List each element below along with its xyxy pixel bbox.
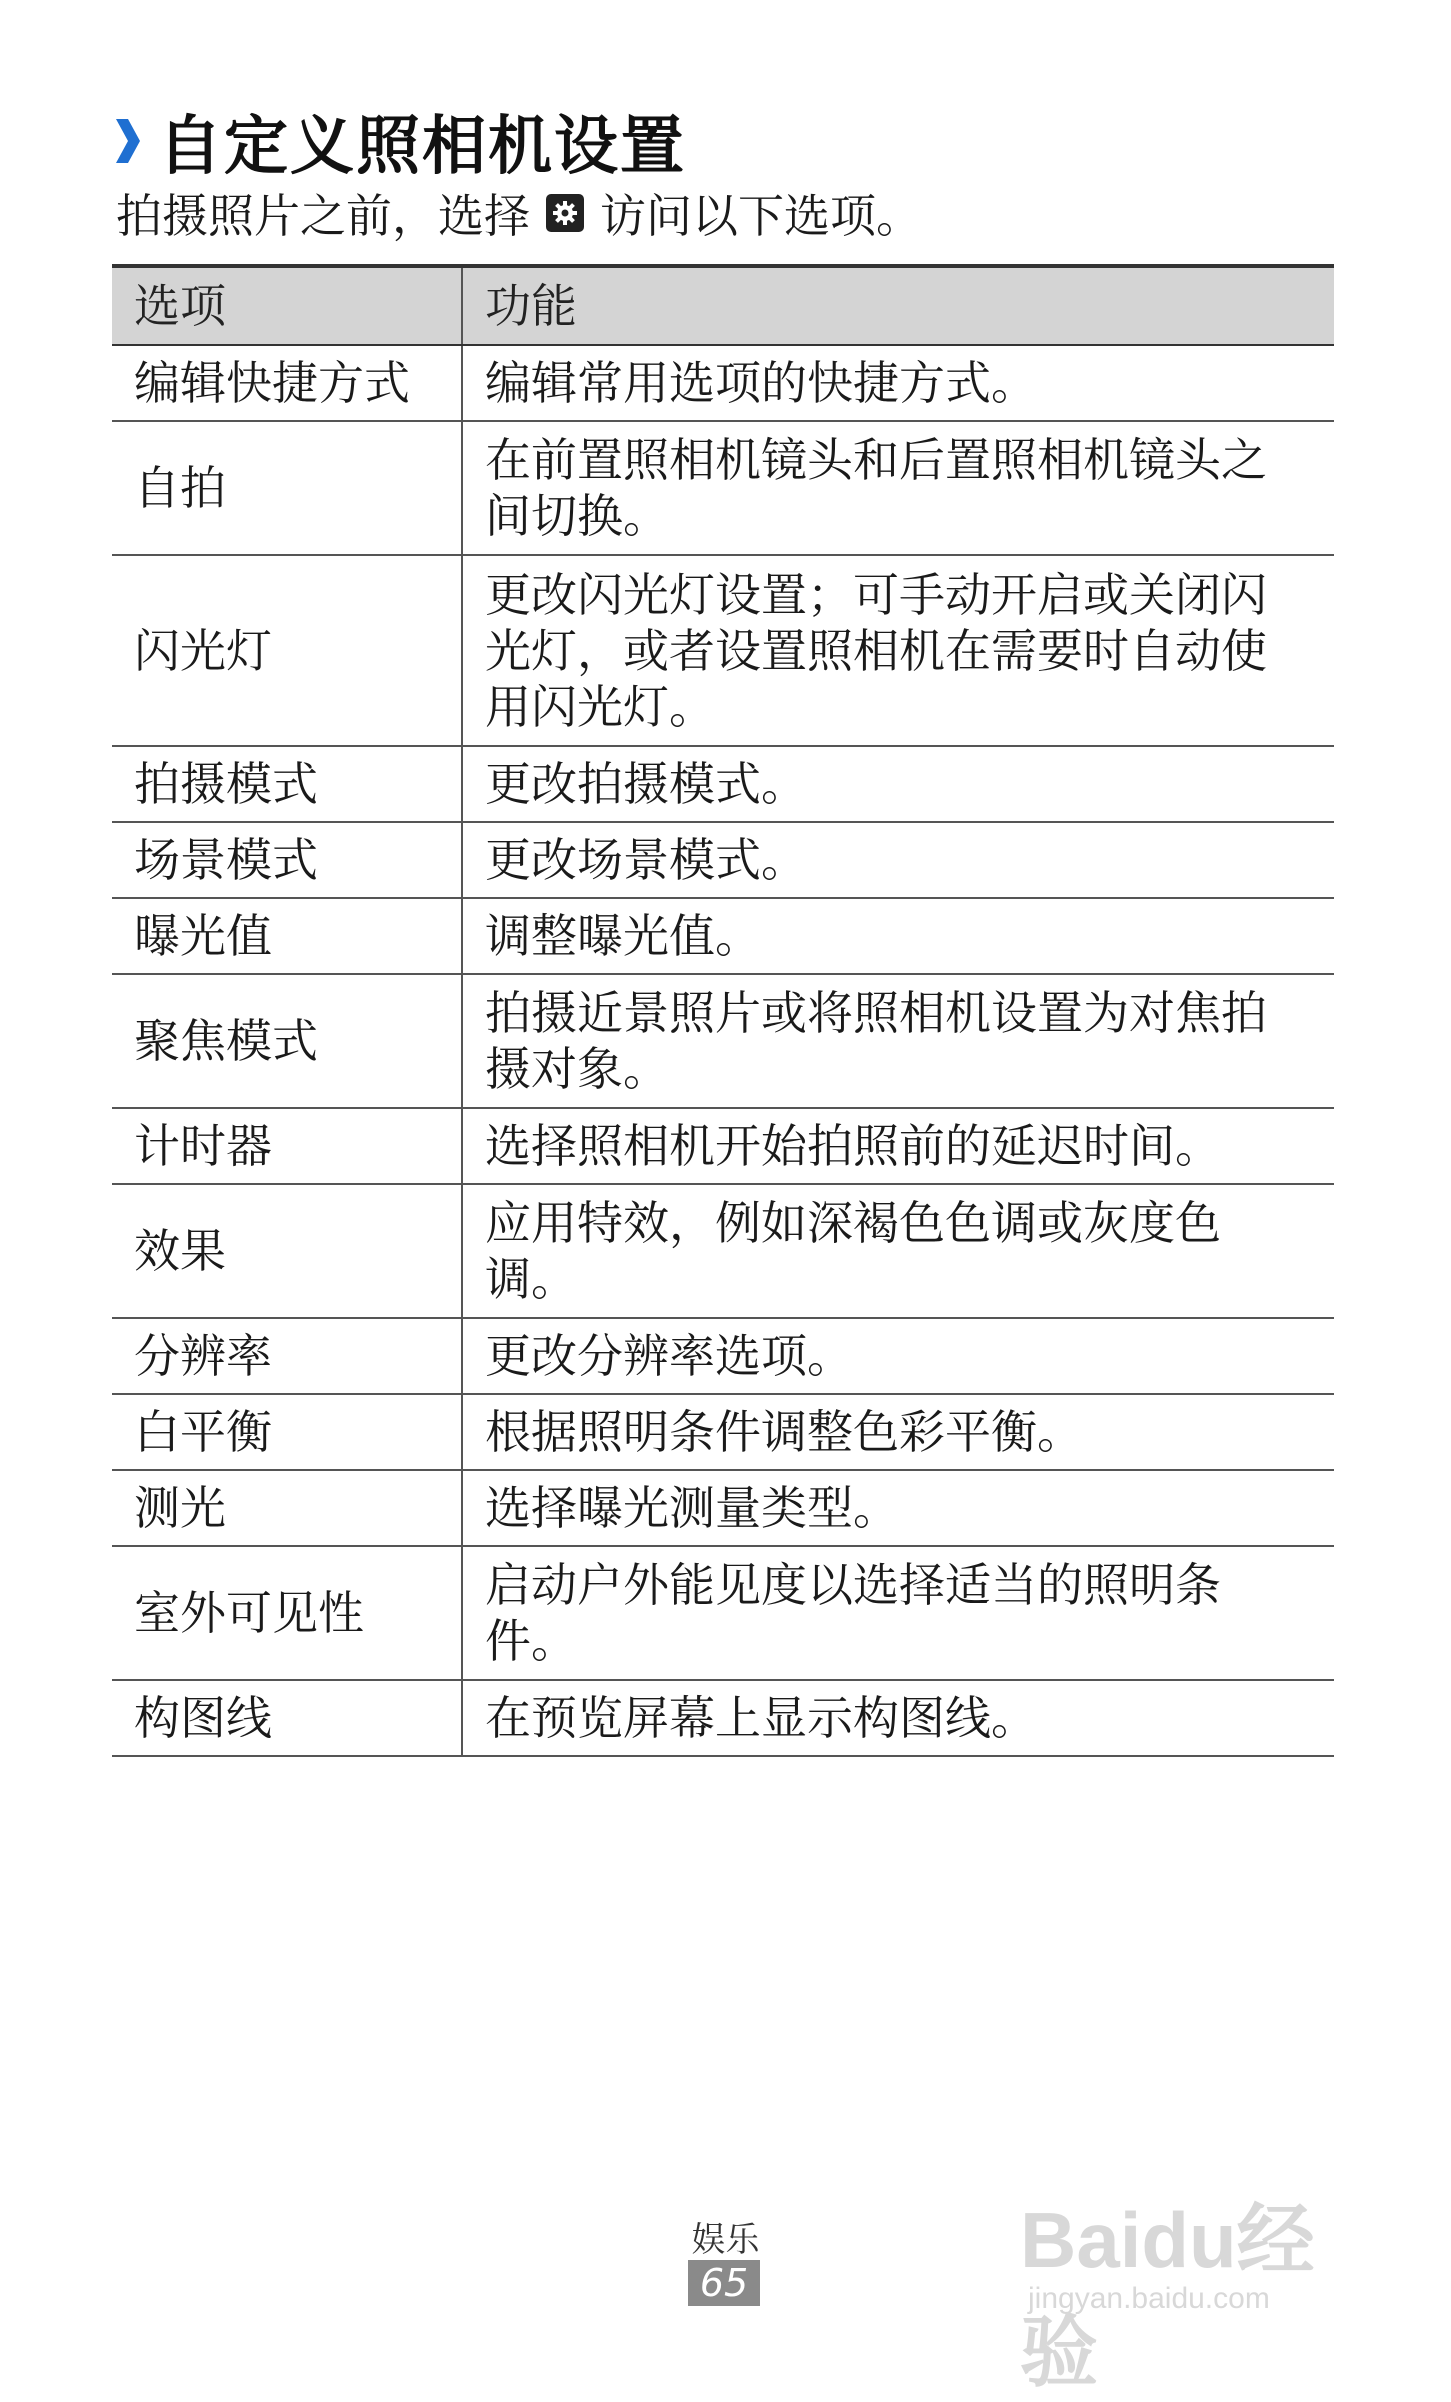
- page-number: 65: [688, 2260, 760, 2306]
- table-header-row: [112, 266, 1334, 345]
- option-cell: 编辑快捷方式: [112, 345, 462, 421]
- function-cell: 启动户外能见度以选择适当的照明条件。: [462, 1546, 1334, 1680]
- option-cell: 室外可见性: [112, 1546, 462, 1680]
- intro-after: 访问以下选项。: [600, 189, 922, 243]
- function-cell: 选择曝光测量类型。: [462, 1470, 1334, 1546]
- intro-before: 拍摄照片之前，选择: [116, 189, 530, 243]
- table-row: [112, 1546, 1334, 1680]
- function-cell: 更改场景模式。: [462, 822, 1334, 898]
- camera-options-table: [112, 264, 1334, 1757]
- page-title: 自定义照相机设置: [158, 110, 686, 184]
- option-cell: 拍摄模式: [112, 746, 462, 822]
- option-cell: 构图线: [112, 1680, 462, 1756]
- option-cell: 曝光值: [112, 898, 462, 974]
- table-row: [112, 1394, 1334, 1470]
- header-option: 选项: [112, 266, 462, 345]
- table-row: [112, 898, 1334, 974]
- option-cell: 场景模式: [112, 822, 462, 898]
- watermark-logo-text: Baidu经验: [1020, 2196, 1315, 2396]
- table-row: [112, 974, 1334, 1108]
- table-row: [112, 746, 1334, 822]
- function-cell: 应用特效，例如深褐色色调或灰度色调。: [462, 1184, 1334, 1318]
- option-cell: 效果: [112, 1184, 462, 1318]
- settings-gear-icon: [546, 194, 584, 232]
- table-row: [112, 822, 1334, 898]
- option-cell: 闪光灯: [112, 555, 462, 746]
- function-cell: 更改闪光灯设置；可手动开启或关闭闪光灯，或者设置照相机在需要时自动使用闪光灯。: [462, 555, 1334, 746]
- table-row: [112, 1318, 1334, 1394]
- option-cell: 分辨率: [112, 1318, 462, 1394]
- option-cell: 测光: [112, 1470, 462, 1546]
- option-cell: 聚焦模式: [112, 974, 462, 1108]
- header-function: 功能: [462, 266, 1334, 345]
- table-row: [112, 1470, 1334, 1546]
- option-cell: 自拍: [112, 421, 462, 555]
- table-row: [112, 421, 1334, 555]
- function-cell: 更改拍摄模式。: [462, 746, 1334, 822]
- function-cell: 在前置照相机镜头和后置照相机镜头之间切换。: [462, 421, 1334, 555]
- function-cell: 根据照明条件调整色彩平衡。: [462, 1394, 1334, 1470]
- function-cell: 调整曝光值。: [462, 898, 1334, 974]
- table-row: [112, 345, 1334, 421]
- table-row: [112, 555, 1334, 746]
- function-cell: 在预览屏幕上显示构图线。: [462, 1680, 1334, 1756]
- footer-section-label: 娱乐: [691, 2220, 760, 2260]
- table-row: [112, 1108, 1334, 1184]
- table-row: [112, 1184, 1334, 1318]
- function-cell: 选择照相机开始拍照前的延迟时间。: [462, 1108, 1334, 1184]
- chevron-right-icon: [112, 117, 142, 165]
- table-row: [112, 1680, 1334, 1756]
- option-cell: 计时器: [112, 1108, 462, 1184]
- option-cell: 白平衡: [112, 1394, 462, 1470]
- baidu-watermark: [1020, 2178, 1380, 2396]
- intro-text: [116, 178, 922, 248]
- function-cell: 编辑常用选项的快捷方式。: [462, 345, 1334, 421]
- function-cell: 拍摄近景照片或将照相机设置为对焦拍摄对象。: [462, 974, 1334, 1108]
- function-cell: 更改分辨率选项。: [462, 1318, 1334, 1394]
- section-heading: [112, 96, 686, 186]
- watermark-url: jingyan.baidu.com: [1028, 2282, 1270, 2315]
